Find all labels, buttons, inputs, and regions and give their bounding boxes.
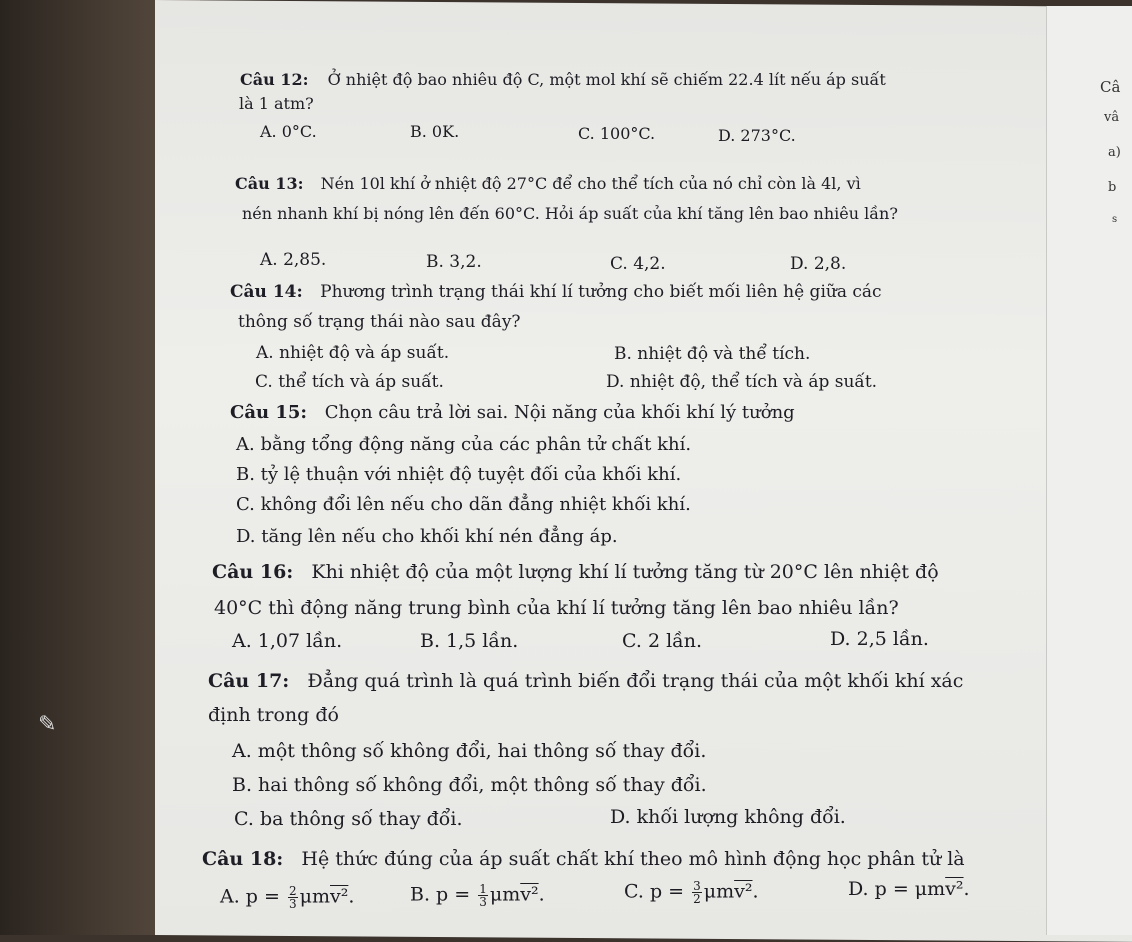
option-d: D. nhiệt độ, thể tích và áp suất. [606,372,878,392]
option-d: D. 2,8. [790,254,847,274]
question-12 [240,70,886,89]
question-text-cont: thông số trạng thái nào sau đây? [238,312,521,332]
fraction-denominator: 3 [288,897,297,911]
question-label: Câu 15: [230,402,308,423]
option-c: C. thể tích và áp suất. [255,372,444,392]
question-14 [230,282,882,302]
question-text: Đẳng quá trình là quá trình biến đổi trạng thái của một khối khí xác [307,670,964,692]
option-d: D. 273°C. [718,126,796,145]
option-a [220,885,354,910]
formula-prefix: D. p = μm [848,878,946,900]
question-label: Câu 18: [202,848,284,870]
formula-end: . [752,880,759,903]
option-a: A. 0°C. [260,122,317,141]
formula-mu-m: μm [703,880,735,903]
option-b: B. 0K. [410,122,460,141]
formula-v-squared: v² [330,885,349,908]
formula-prefix: C. p = [624,880,685,903]
fraction-numerator: 3 [693,879,701,893]
question-text-cont: 40°C thì động năng trung bình của khí lí tưởng tăng lên bao nhiêu lần? [214,597,899,619]
question-text-cont: nén nhanh khí bị nóng lên đến 60°C. Hỏi áp suất của khí tăng lên bao nhiêu lần? [242,204,898,223]
formula-end: . [963,878,970,900]
formula-v-squared: v² [945,878,964,900]
formula-prefix: B. p = [410,883,471,906]
question-13 [235,174,861,193]
question-text: Ở nhiệt độ bao nhiêu độ C, một mol khí sẽ chiếm 22.4 lít nếu áp suất [327,70,886,89]
option-c: C. không đổi lên nếu cho dãn đẳng nhiệt khối khí. [236,494,691,515]
side-fragment: Câ [1100,78,1121,96]
fraction-denominator: 2 [693,892,701,906]
option-c: C. 4,2. [610,254,666,274]
option-c: C. ba thông số thay đổi. [234,808,463,830]
option-c: C. 2 lần. [622,630,703,652]
formula-v-squared: v² [520,883,539,906]
question-15 [230,402,795,423]
fraction [288,885,298,910]
option-b: B. hai thông số không đổi, một thông số thay đổi. [232,774,707,796]
question-text-cont: là 1 atm? [239,94,314,113]
option-c [624,880,759,905]
fraction-numerator: 1 [479,882,487,896]
formula-end: . [348,885,355,908]
option-a: A. một thông số không đổi, hai thông số thay đổi. [232,740,707,762]
formula-mu-m: μm [489,883,521,906]
option-b [410,883,545,908]
option-c: C. 100°C. [578,124,656,143]
fraction [478,883,488,908]
question-text: Phương trình trạng thái khí lí tưởng cho biết mối liên hệ giữa các [320,282,882,302]
fraction-denominator: 3 [479,895,487,909]
formula-end: . [538,883,545,906]
question-text: Khi nhiệt độ của một lượng khí lí tưởng tăng từ 20°C lên nhiệt độ [311,561,939,583]
side-fragment: b [1108,180,1117,195]
question-17 [208,670,963,692]
formula-v-squared: v² [734,880,753,903]
formula-mu-m: μm [299,885,330,908]
question-text: Hệ thức đúng của áp suất chất khí theo mô hình động học phân tử là [301,848,965,870]
question-label: Câu 17: [208,670,290,692]
question-text: Chọn câu trả lời sai. Nội năng của khối khí lý tưởng [324,402,795,423]
option-d: D. khối lượng không đổi. [610,806,846,828]
question-label: Câu 16: [212,561,294,583]
side-fragment: a) [1108,145,1121,160]
option-a: A. 1,07 lần. [232,630,343,652]
question-label: Câu 13: [235,174,304,193]
side-fragment: s [1112,214,1118,225]
fraction [692,880,702,905]
option-a: A. nhiệt độ và áp suất. [256,343,450,363]
option-b: B. 3,2. [426,252,482,272]
question-16 [212,561,939,583]
fraction-numerator: 2 [288,884,297,898]
formula-prefix: A. p = [220,885,280,908]
option-d: D. tăng lên nếu cho khối khí nén đẳng áp. [236,526,618,547]
option-d [848,878,970,900]
option-d: D. 2,5 lần. [830,628,929,650]
question-text-cont: định trong đó [208,704,339,726]
option-b: B. nhiệt độ và thể tích. [614,344,811,364]
question-text: Nén 10l khí ở nhiệt độ 27°C để cho thể tích của nó chỉ còn là 4l, vì [320,174,861,193]
option-b: B. tỷ lệ thuận với nhiệt độ tuyệt đối của khối khí. [236,464,682,485]
side-fragment: vâ [1104,110,1120,125]
option-a: A. 2,85. [260,250,327,270]
option-a: A. bằng tổng động năng của các phân tử chất khí. [236,434,692,455]
question-18 [202,848,965,870]
question-label: Câu 12: [240,70,309,89]
option-b: B. 1,5 lần. [420,630,519,652]
question-label: Câu 14: [230,282,303,302]
margin-mark: ✎ [38,712,57,737]
